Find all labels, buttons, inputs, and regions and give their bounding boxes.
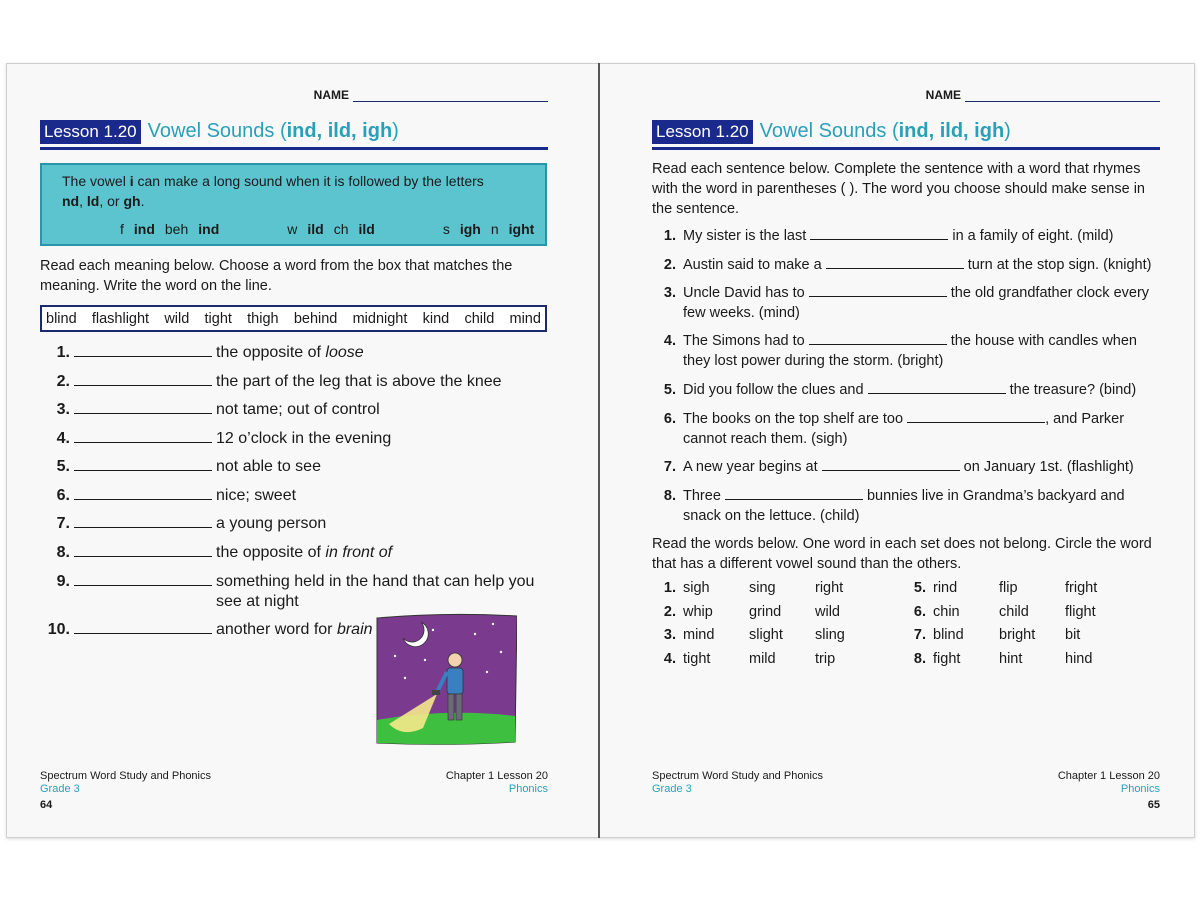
question-number: 6. xyxy=(56,487,70,504)
example-word xyxy=(120,221,155,237)
question-text xyxy=(216,429,548,449)
example-word xyxy=(165,221,219,237)
grade-label: Grade 3 xyxy=(40,783,80,795)
rule-end: . xyxy=(140,193,145,209)
sentence-number: 1. xyxy=(663,228,676,244)
set-word[interactable]: flight xyxy=(1065,603,1096,620)
page-number: 65 xyxy=(1147,799,1160,811)
answer-line[interactable] xyxy=(74,400,212,414)
sentence-pre: Did you follow the clues and xyxy=(683,382,868,398)
example-ending: ight xyxy=(508,221,535,237)
sentence-pre: Three xyxy=(683,488,725,504)
set-number: 3. xyxy=(663,627,676,644)
sentence-pre: Austin said to make a xyxy=(683,257,826,273)
word-set xyxy=(652,602,881,622)
example-ending: ind xyxy=(133,221,155,237)
rule-box xyxy=(40,163,547,246)
question-row xyxy=(40,486,548,506)
sentence-post: bunnies live in Grandma’s backyard and snack on the lettuce. (child) xyxy=(683,488,1125,524)
word-set xyxy=(652,578,881,598)
question-number: 4. xyxy=(56,430,70,447)
question-text-plain: something held in the hand that can help you see at night xyxy=(216,573,535,610)
answer-line[interactable] xyxy=(826,255,964,269)
lesson-header xyxy=(652,116,1160,150)
sentence-post: on January 1st. (flashlight) xyxy=(959,459,1134,475)
example-group xyxy=(120,219,229,239)
word-set xyxy=(652,625,881,645)
lesson-title xyxy=(760,120,1011,143)
set-word[interactable]: trip xyxy=(815,651,836,668)
question-text-plain: the opposite of xyxy=(216,344,326,361)
question-number: 9. xyxy=(56,573,70,590)
question-row xyxy=(40,400,548,420)
question-text xyxy=(216,486,548,506)
set-number: 7. xyxy=(913,627,926,644)
word-set xyxy=(902,625,1131,645)
instruction-right-2: Read the words below. One word in each set does not belong. Circle the word that has a different vowel sound than the others. xyxy=(652,536,1152,572)
question-row xyxy=(40,429,548,449)
lesson-header xyxy=(40,116,548,150)
sentence-post: in a family of eight. (mild) xyxy=(948,228,1114,244)
set-word[interactable]: fight xyxy=(933,651,961,668)
set-word[interactable]: sling xyxy=(815,627,845,644)
set-word[interactable]: fright xyxy=(1065,580,1098,596)
example-group xyxy=(443,219,544,239)
sentence-number: 3. xyxy=(663,285,676,301)
word-bank-word: behind xyxy=(293,310,338,327)
example-prefix: ch xyxy=(333,221,349,237)
set-word[interactable]: bright xyxy=(999,627,1036,644)
instruction-right-1: Read each sentence below. Complete the sentence with a word that rhymes with the word in parentheses ( ). The word you choose should make sense in the sentence. xyxy=(652,161,1145,217)
word-set xyxy=(902,602,1131,622)
rule-text-1: The vowel xyxy=(62,173,130,189)
title-prefix: Vowel Sounds ( xyxy=(759,120,899,142)
question-text xyxy=(216,572,548,612)
sentence-post: the treasure? (bind) xyxy=(1005,382,1137,398)
name-field xyxy=(926,88,1160,102)
example-prefix: w xyxy=(287,221,298,237)
sentence-pre: My sister is the last xyxy=(683,228,811,244)
set-number: 4. xyxy=(663,651,676,668)
question-text xyxy=(216,400,548,420)
answer-line[interactable] xyxy=(74,457,212,471)
answer-line[interactable] xyxy=(74,514,212,528)
question-text-plain: the part of the leg that is above the knee xyxy=(216,373,502,390)
rule-vowel: i xyxy=(129,173,134,189)
example-prefix: f xyxy=(120,221,124,237)
set-word[interactable]: chin xyxy=(933,603,960,620)
sentence-number: 2. xyxy=(663,257,676,273)
question-text-italic: brain xyxy=(336,621,373,638)
question-text-italic: in front of xyxy=(325,544,393,561)
sentence-text xyxy=(683,283,1160,323)
set-word[interactable]: whip xyxy=(683,603,713,620)
question-number: 5. xyxy=(56,458,70,475)
sentence-row xyxy=(652,409,1160,449)
example-group xyxy=(287,219,385,239)
set-word[interactable]: flip xyxy=(999,580,1018,596)
set-word[interactable]: sigh xyxy=(683,580,710,596)
question-text-plain: a young person xyxy=(216,515,327,532)
rule-examples xyxy=(62,219,535,239)
word-set xyxy=(902,649,1131,669)
question-row xyxy=(40,543,548,563)
set-word[interactable]: wild xyxy=(815,603,840,620)
example-word xyxy=(287,221,323,237)
answer-line[interactable] xyxy=(74,372,212,386)
answer-line[interactable] xyxy=(809,331,947,345)
question-text-plain: the opposite of xyxy=(216,544,326,561)
example-prefix: beh xyxy=(164,221,189,237)
set-number: 2. xyxy=(663,603,676,620)
question-text xyxy=(216,620,373,640)
word-bank-word: thigh xyxy=(247,310,279,327)
title-suffix: ) xyxy=(392,120,399,142)
sentence-text xyxy=(683,255,1160,275)
set-word[interactable]: rind xyxy=(933,580,958,596)
question-text xyxy=(216,543,548,563)
lesson-badge: Lesson 1.20 xyxy=(652,120,753,144)
example-ending: ind xyxy=(198,221,220,237)
answer-line[interactable] xyxy=(74,343,212,357)
lesson-badge: Lesson 1.20 xyxy=(40,120,141,144)
example-ending: ild xyxy=(307,221,324,237)
example-ending: ild xyxy=(358,221,375,237)
example-prefix: s xyxy=(442,221,450,237)
book-title: Spectrum Word Study and Phonics xyxy=(40,770,211,782)
word-bank-word: child xyxy=(464,310,495,327)
question-text-plain: not able to see xyxy=(216,458,321,475)
answer-line[interactable] xyxy=(725,486,863,500)
rule-sep-1: , xyxy=(79,193,87,209)
set-number: 5. xyxy=(913,580,926,596)
name-line xyxy=(353,90,548,102)
word-bank-word: kind xyxy=(422,310,450,327)
answer-line[interactable] xyxy=(868,380,1006,394)
set-word[interactable]: sing xyxy=(749,580,776,596)
lesson-title xyxy=(148,120,399,143)
sentence-row xyxy=(652,331,1160,371)
rule-letters-1: nd xyxy=(62,193,80,209)
sentence-number: 6. xyxy=(663,411,676,427)
sentence-text xyxy=(683,380,1160,400)
answer-line[interactable] xyxy=(809,283,947,297)
sentence-row xyxy=(652,226,1160,246)
question-row xyxy=(40,514,548,534)
question-row xyxy=(40,343,548,363)
question-row xyxy=(40,457,548,477)
set-number: 8. xyxy=(913,651,926,668)
name-line xyxy=(965,90,1160,102)
title-bold: ind, ild, igh xyxy=(898,120,1005,142)
sentence-text xyxy=(683,226,1160,246)
question-number: 10. xyxy=(47,621,70,638)
question-row xyxy=(40,572,548,612)
word-bank-word: flashlight xyxy=(91,310,150,327)
title-prefix: Vowel Sounds ( xyxy=(147,120,287,142)
sentence-pre: Uncle David has to xyxy=(683,285,809,301)
subject-label: Phonics xyxy=(508,783,548,795)
set-word[interactable]: bit xyxy=(1065,627,1081,644)
word-bank-word: mind xyxy=(509,310,541,327)
question-text-plain: another word for xyxy=(216,621,337,638)
title-bold: ind, ild, igh xyxy=(286,120,393,142)
name-label: NAME xyxy=(925,88,961,102)
sentence-pre: A new year begins at xyxy=(683,459,822,475)
question-text-italic: loose xyxy=(325,344,364,361)
set-word[interactable]: hint xyxy=(999,651,1023,668)
sentence-text xyxy=(683,409,1160,449)
sentence-row xyxy=(652,457,1160,477)
answer-line[interactable] xyxy=(74,486,212,500)
page-number: 64 xyxy=(40,799,53,811)
sentence-pre: The books on the top shelf are too xyxy=(683,411,908,427)
sentence-text xyxy=(683,457,1160,477)
example-word xyxy=(334,221,375,237)
answer-line[interactable] xyxy=(74,429,212,443)
chapter-label: Chapter 1 Lesson 20 xyxy=(445,770,548,782)
question-text xyxy=(216,457,548,477)
question-text xyxy=(216,372,548,392)
question-number: 2. xyxy=(56,373,70,390)
sentence-post: turn at the stop sign. (knight) xyxy=(963,257,1152,273)
set-word[interactable]: blind xyxy=(933,627,964,644)
set-word[interactable]: tight xyxy=(683,651,711,668)
answer-line[interactable] xyxy=(74,543,212,557)
left-page xyxy=(40,63,548,838)
right-page xyxy=(652,63,1160,838)
sentence-number: 7. xyxy=(663,459,676,475)
chapter-label: Chapter 1 Lesson 20 xyxy=(1057,770,1160,782)
answer-line[interactable] xyxy=(74,572,212,586)
question-row xyxy=(40,372,548,392)
word-set xyxy=(902,578,1131,598)
sentence-number: 8. xyxy=(663,488,676,504)
rule-text xyxy=(62,171,525,211)
question-text-plain: 12 o’clock in the evening xyxy=(216,430,392,447)
sentence-row xyxy=(652,486,1160,526)
question-text xyxy=(216,514,548,534)
rule-letters-2: ld xyxy=(86,193,100,209)
title-suffix: ) xyxy=(1004,120,1011,142)
example-ending: igh xyxy=(459,221,481,237)
name-label: NAME xyxy=(313,88,349,102)
answer-line[interactable] xyxy=(907,409,1045,423)
sentence-number: 4. xyxy=(663,333,676,349)
night-flashlight-illustration xyxy=(375,612,517,748)
sentence-number: 5. xyxy=(663,382,676,398)
set-number: 1. xyxy=(663,580,676,596)
answer-line[interactable] xyxy=(74,620,212,634)
question-text xyxy=(216,343,548,363)
sentence-post: , and Parker cannot reach them. (sigh) xyxy=(683,411,1125,447)
question-text-plain: not tame; out of control xyxy=(216,401,380,418)
set-word[interactable]: right xyxy=(815,580,844,596)
set-word[interactable]: slight xyxy=(749,627,783,644)
sentence-text xyxy=(683,486,1160,526)
rule-sep-2: , or xyxy=(99,193,124,209)
sentence-post: the house with candles when they lost power during the storm. (bright) xyxy=(683,333,1137,369)
rule-letters-3: gh xyxy=(123,193,141,209)
word-bank-word: blind xyxy=(46,310,77,327)
example-prefix: n xyxy=(490,221,499,237)
example-word xyxy=(443,221,481,237)
sentence-row xyxy=(652,283,1160,323)
answer-line[interactable] xyxy=(822,457,960,471)
sentence-post: the old grandfather clock every few weeks. (mind) xyxy=(683,285,1150,321)
subject-label: Phonics xyxy=(1120,783,1160,795)
question-number: 7. xyxy=(56,515,70,532)
instruction-left: Read each meaning below. Choose a word from the box that matches the meaning. Write the word on the line. xyxy=(40,258,513,294)
set-word[interactable]: child xyxy=(999,603,1029,620)
question-number: 8. xyxy=(56,544,70,561)
set-word[interactable]: mind xyxy=(683,627,715,644)
answer-line[interactable] xyxy=(810,226,948,240)
book-gutter xyxy=(598,63,600,838)
sentence-row xyxy=(652,380,1160,400)
word-bank xyxy=(40,305,547,332)
question-number: 3. xyxy=(56,401,70,418)
question-number: 1. xyxy=(56,344,70,361)
sentence-text xyxy=(683,331,1160,371)
set-word[interactable]: mild xyxy=(749,651,776,668)
word-bank-word: tight xyxy=(204,310,232,327)
set-word[interactable]: hind xyxy=(1065,651,1093,668)
example-word xyxy=(491,221,534,237)
question-text-plain: nice; sweet xyxy=(216,487,297,504)
sentence-row xyxy=(652,255,1160,275)
rule-text-2: can make a long sound when it is followed by the letters xyxy=(133,173,484,189)
sentence-pre: The Simons had to xyxy=(683,333,809,349)
word-bank-word: midnight xyxy=(352,310,408,327)
grade-label: Grade 3 xyxy=(652,783,692,795)
set-word[interactable]: grind xyxy=(749,603,782,620)
book-title: Spectrum Word Study and Phonics xyxy=(652,770,823,782)
set-number: 6. xyxy=(913,603,926,620)
word-bank-word: wild xyxy=(164,310,190,327)
name-field xyxy=(314,88,548,102)
word-set xyxy=(652,649,881,669)
